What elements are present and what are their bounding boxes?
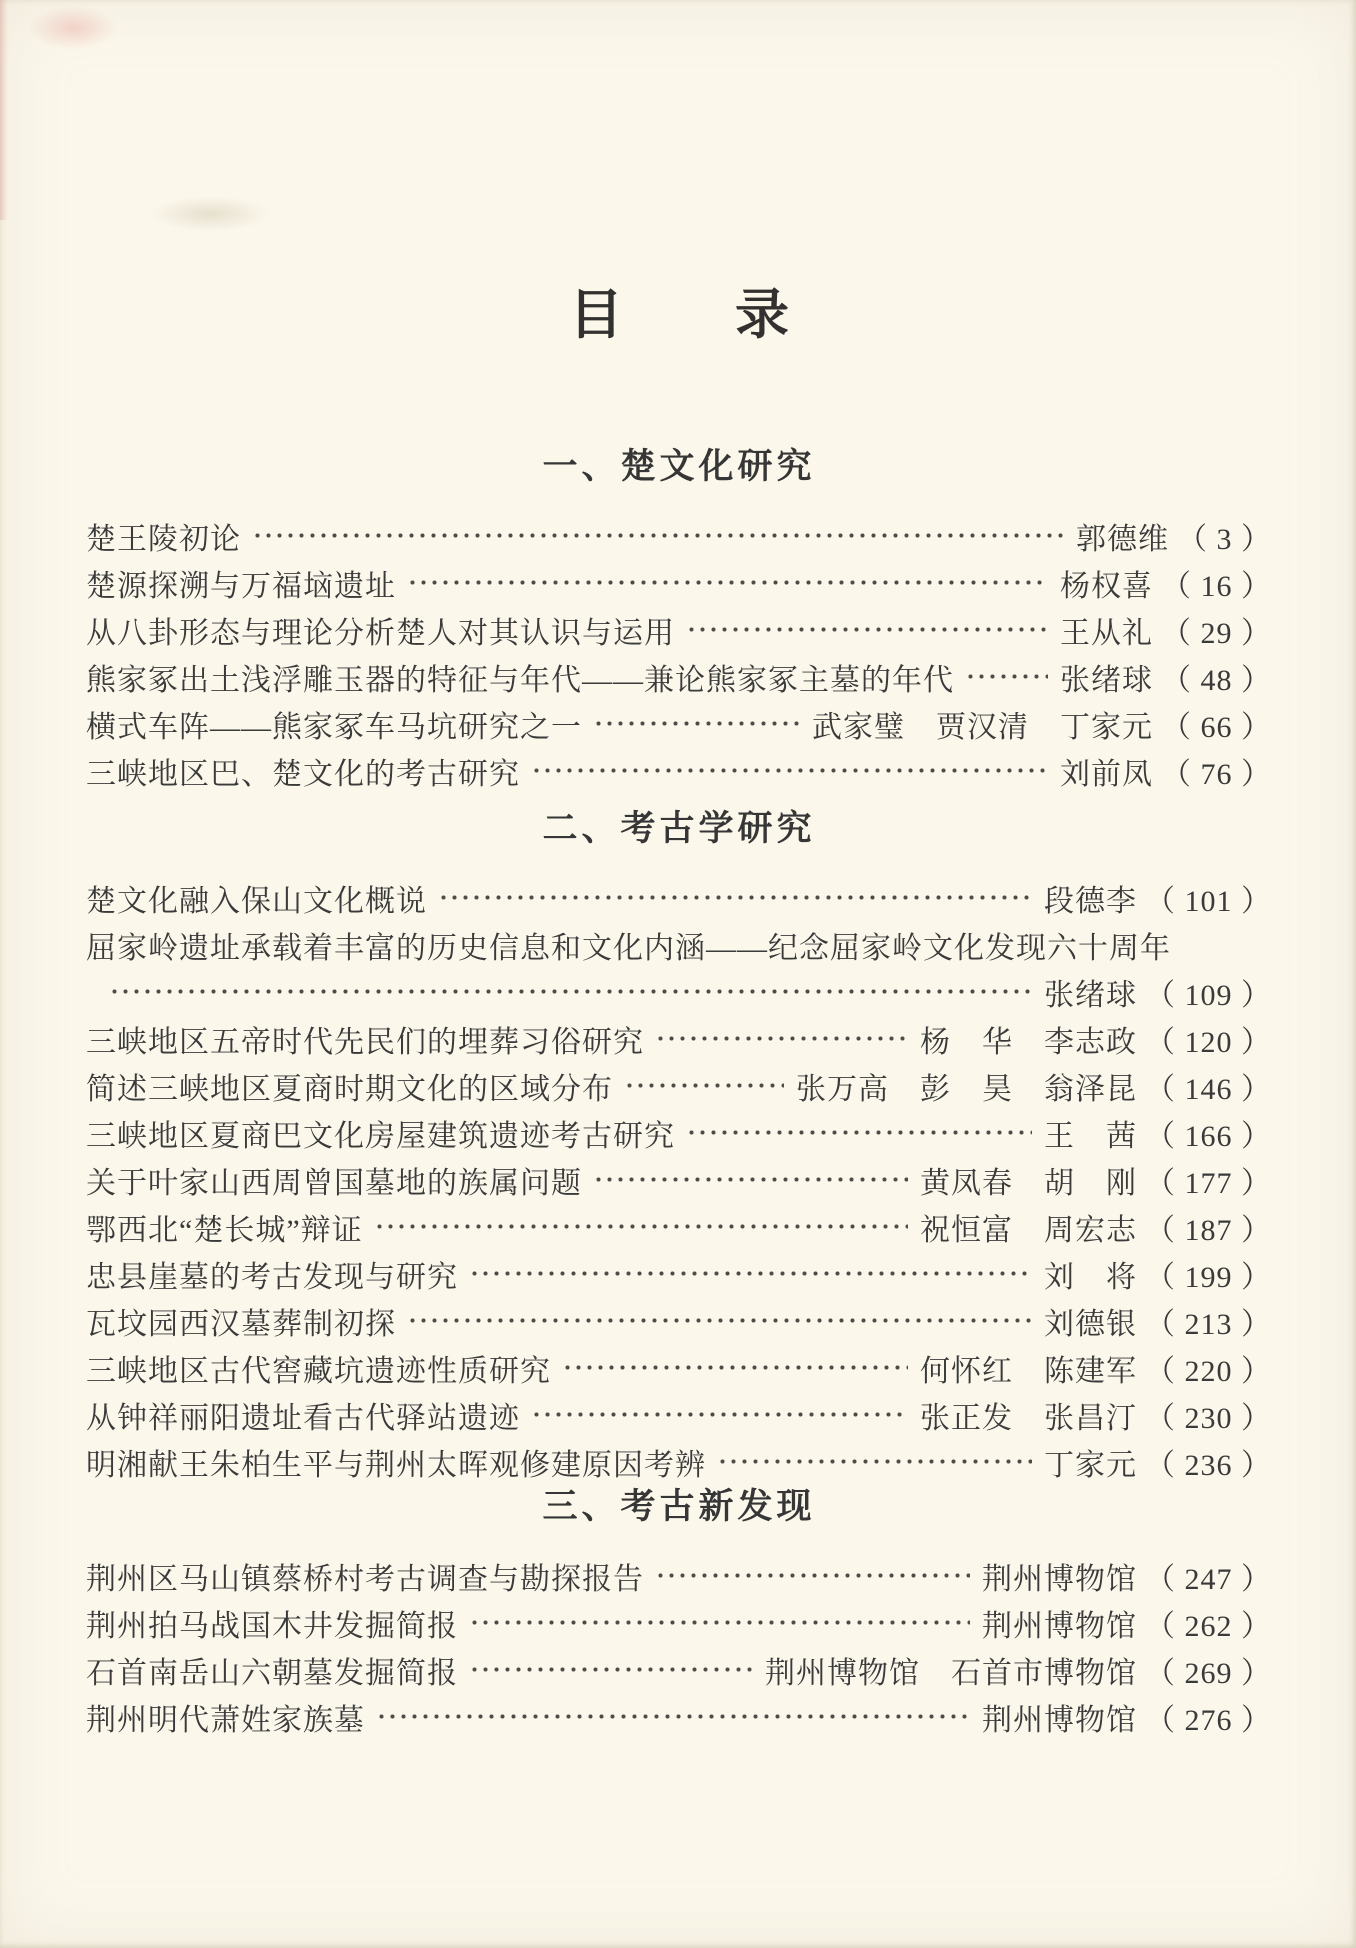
toc-entry [86,1438,1272,1485]
toc-entry [86,559,1272,606]
toc-entry [86,1391,1272,1438]
entry-page: （ 166 ） [1145,1119,1272,1153]
toc-entry [86,874,1272,921]
entry-authors: 武家璧 贾汉清 丁家元 [812,710,1153,744]
toc-section [86,809,1272,1485]
entry-title: 明湘献王朱柏生平与荆州太晖观修建原因考辨 [86,1448,706,1482]
toc-entry [86,1552,1272,1599]
entry-title: 石首南岳山六朝墓发掘简报 [86,1656,458,1690]
section-entries [86,1552,1272,1740]
toc-entry [86,700,1272,747]
entry-title: 屈家岭遗址承载着丰富的历史信息和文化内涵——纪念屈家岭文化发现六十周年 [86,931,1171,965]
dot-leader [621,1062,784,1109]
toc-entry [86,1250,1272,1297]
entry-title: 忠县崖墓的考古发现与研究 [86,1260,458,1294]
entry-title: 三峡地区五帝时代先民们的埋葬习俗研究 [86,1025,644,1059]
toc-entry [86,1344,1272,1391]
entry-authors: 荆州博物馆 [982,1609,1137,1643]
entry-page: （ 220 ） [1145,1354,1272,1388]
scan-artifact [150,196,270,232]
toc-entry [86,1297,1272,1344]
entry-title: 楚王陵初论 [86,522,241,556]
dot-leader [962,653,1048,700]
entry-page: （ 66 ） [1161,710,1272,744]
entry-authors: 王从礼 [1060,616,1153,650]
entry-title: 从八卦形态与理论分析楚人对其认识与运用 [86,616,675,650]
entry-title: 荆州区马山镇蔡桥村考古调查与勘探报告 [86,1562,644,1596]
toc-entry [86,1156,1272,1203]
toc-entry [86,1015,1272,1062]
entry-page: （ 236 ） [1145,1448,1272,1482]
entry-title: 荆州明代萧姓家族墓 [86,1703,365,1737]
entry-authors: 张正发 张昌汀 [920,1401,1137,1435]
entry-page: （ 120 ） [1145,1025,1272,1059]
section-entries [86,874,1272,1485]
entry-authors: 丁家元 [1044,1448,1137,1482]
toc-entry [86,921,1272,968]
entry-page: （ 29 ） [1161,616,1272,650]
entry-authors: 刘 将 [1044,1260,1137,1294]
section-heading: 三、考古新发现 [542,1487,816,1526]
entry-title: 楚源探溯与万福垴遗址 [86,569,396,603]
toc-entry [86,1109,1272,1156]
entry-title: 三峡地区夏商巴文化房屋建筑遗迹考古研究 [86,1119,675,1153]
dot-leader [652,1552,970,1599]
dot-leader [528,747,1048,794]
dot-leader [466,1250,1032,1297]
entry-authors: 杨 华 李志政 [920,1025,1137,1059]
toc-section [86,447,1272,794]
entry-title: 从钟祥丽阳遗址看古代驿站遗迹 [86,1401,520,1435]
entry-title: 楚文化融入保山文化概说 [86,884,427,918]
dot-leader [106,968,1032,1015]
entry-page: （ 199 ） [1145,1260,1272,1294]
entry-title: 熊家冢出土浅浮雕玉器的特征与年代——兼论熊家冢主墓的年代 [86,663,954,697]
toc-entry [86,653,1272,700]
dot-leader [249,512,1064,559]
entry-authors: 刘前凤 [1060,757,1153,791]
scan-artifact [0,0,8,220]
entry-authors: 王 茜 [1044,1119,1137,1153]
dot-leader [559,1344,908,1391]
entry-page: （ 76 ） [1161,757,1272,791]
entry-page: （ 213 ） [1145,1307,1272,1341]
entry-authors: 荆州博物馆 [982,1562,1137,1596]
toc-entry [86,1062,1272,1109]
toc-entry [86,968,1272,1015]
entry-authors: 祝恒富 周宏志 [920,1213,1137,1247]
toc-entry [86,606,1272,653]
entry-page: （ 109 ） [1145,978,1272,1012]
entry-page: （ 177 ） [1145,1166,1272,1200]
dot-leader [371,1203,908,1250]
toc-section [86,1487,1272,1740]
toc-sections [86,447,1272,1740]
entry-authors: 张绪球 [1060,663,1153,697]
dot-leader [683,606,1048,653]
dot-leader [528,1391,908,1438]
entry-authors: 何怀红 陈建军 [920,1354,1137,1388]
dot-leader [466,1646,753,1693]
entry-authors: 张万高 彭 昊 翁泽昆 [796,1072,1137,1106]
entry-authors: 黄凤春 胡 刚 [920,1166,1137,1200]
dot-leader [373,1693,970,1740]
entry-title: 简述三峡地区夏商时期文化的区域分布 [86,1072,613,1106]
entry-title: 鄂西北“楚长城”辩证 [86,1213,363,1247]
scan-artifact [28,6,118,50]
entry-authors: 郭德维 [1076,522,1169,556]
dot-leader [404,1297,1032,1344]
entry-title: 三峡地区古代窖藏坑遗迹性质研究 [86,1354,551,1388]
entry-page: （ 269 ） [1145,1656,1272,1690]
entry-title: 瓦坟园西汉墓葬制初探 [86,1307,396,1341]
entry-page: （ 247 ） [1145,1562,1272,1596]
entry-page: （ 230 ） [1145,1401,1272,1435]
entry-page: （ 16 ） [1161,569,1272,603]
entry-authors: 杨权喜 [1060,569,1153,603]
section-heading: 一、楚文化研究 [542,447,816,486]
entry-authors: 刘德银 [1044,1307,1137,1341]
toc-entry [86,1646,1272,1693]
entry-page: （ 262 ） [1145,1609,1272,1643]
entry-title: 荆州拍马战国木井发掘简报 [86,1609,458,1643]
dot-leader [714,1438,1032,1485]
toc-entry [86,1203,1272,1250]
dot-leader [590,700,800,747]
entry-page: （ 48 ） [1161,663,1272,697]
entry-page: （ 101 ） [1145,884,1272,918]
entry-authors: 荆州博物馆 石首市博物馆 [765,1656,1137,1690]
entry-page: （ 3 ） [1177,522,1272,556]
dot-leader [652,1015,908,1062]
entry-title: 三峡地区巴、楚文化的考古研究 [86,757,520,791]
dot-leader [404,559,1048,606]
entry-authors: 张绪球 [1044,978,1137,1012]
entry-authors: 段德李 [1044,884,1137,918]
page-title: 目录 [569,285,901,345]
toc-entry [86,1693,1272,1740]
toc-entry [86,747,1272,794]
entry-authors: 荆州博物馆 [982,1703,1137,1737]
entry-page: （ 276 ） [1145,1703,1272,1737]
entry-title: 关于叶家山西周曾国墓地的族属问题 [86,1166,582,1200]
section-entries [86,512,1272,794]
dot-leader [683,1109,1032,1156]
dot-leader [590,1156,908,1203]
toc-entry [86,512,1272,559]
entry-page: （ 187 ） [1145,1213,1272,1247]
dot-leader [435,874,1032,921]
toc-entry [86,1599,1272,1646]
entry-title: 横式车阵——熊家冢车马坑研究之一 [86,710,582,744]
dot-leader [466,1599,970,1646]
entry-page: （ 146 ） [1145,1072,1272,1106]
section-heading: 二、考古学研究 [542,809,816,848]
